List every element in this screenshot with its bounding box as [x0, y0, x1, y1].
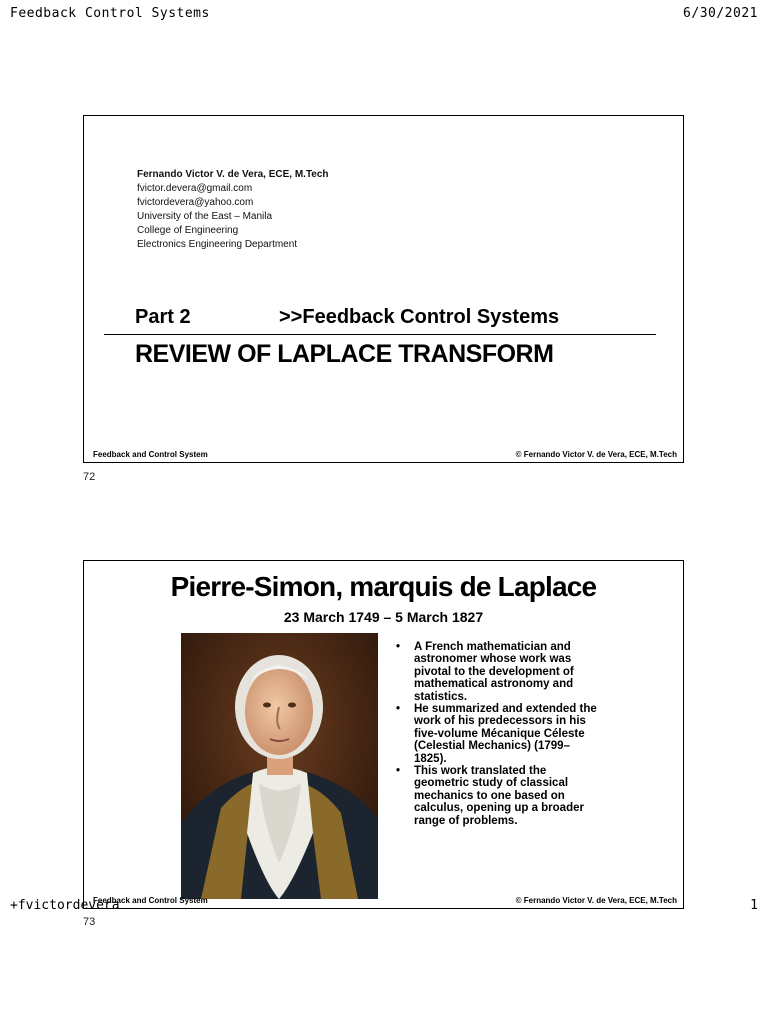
slide-footer-right: © Fernando Victor V. de Vera, ECE, M.Tech	[515, 896, 677, 905]
page-number: 1	[750, 898, 758, 913]
slide-72	[83, 115, 684, 463]
author-college: College of Engineering	[137, 225, 239, 236]
laplace-title: Pierre-Simon, marquis de Laplace	[170, 571, 597, 602]
author-email-gmail: fvictor.devera@gmail.com	[137, 183, 253, 194]
bullet-item: • A French mathematician and astronomer whose work was pivotal to the development of mathematical astronomy and statistics.	[394, 641, 599, 703]
part-label: Part 2	[135, 306, 191, 328]
bullet-item: • He summarized and extended the work of his predecessors in his five-volume Mécanique Céleste (Celestial Mechanics) (1799–1825).	[394, 703, 599, 765]
author-block	[137, 168, 329, 252]
portrait-illustration	[181, 633, 378, 899]
document-header-date: 6/30/2021	[683, 6, 758, 21]
slide-footer-right: © Fernando Victor V. de Vera, ECE, M.Tech	[515, 450, 677, 459]
title-divider	[104, 334, 656, 335]
slide-73	[83, 560, 684, 909]
slide-footer-left: Feedback and Control System	[93, 450, 208, 459]
document-header-title: Feedback Control Systems	[10, 6, 210, 21]
author-department: Electronics Engineering Department	[137, 239, 298, 250]
page-footer-author: +fvictordevera	[10, 898, 120, 913]
laplace-bullets	[394, 641, 599, 827]
author-email-yahoo: fvictordevera@yahoo.com	[137, 197, 254, 208]
author-name: Fernando Victor V. de Vera, ECE, M.Tech	[137, 169, 329, 180]
slide-footer-left: Feedback and Control System	[93, 896, 208, 905]
laplace-dates: 23 March 1749 – 5 March 1827	[283, 609, 484, 625]
laplace-portrait	[181, 633, 378, 899]
slide-title: REVIEW OF LAPLACE TRANSFORM	[135, 340, 554, 368]
slide-number-72: 72	[83, 471, 96, 483]
bullet-item: • This work translated the geometric study of classical mechanics to one based on calculus, opening up a broader range of problems.	[394, 765, 599, 827]
author-university: University of the East – Manila	[137, 211, 273, 222]
slide-number-73: 73	[83, 916, 96, 928]
part-subtitle: >>Feedback Control Systems	[279, 306, 560, 328]
